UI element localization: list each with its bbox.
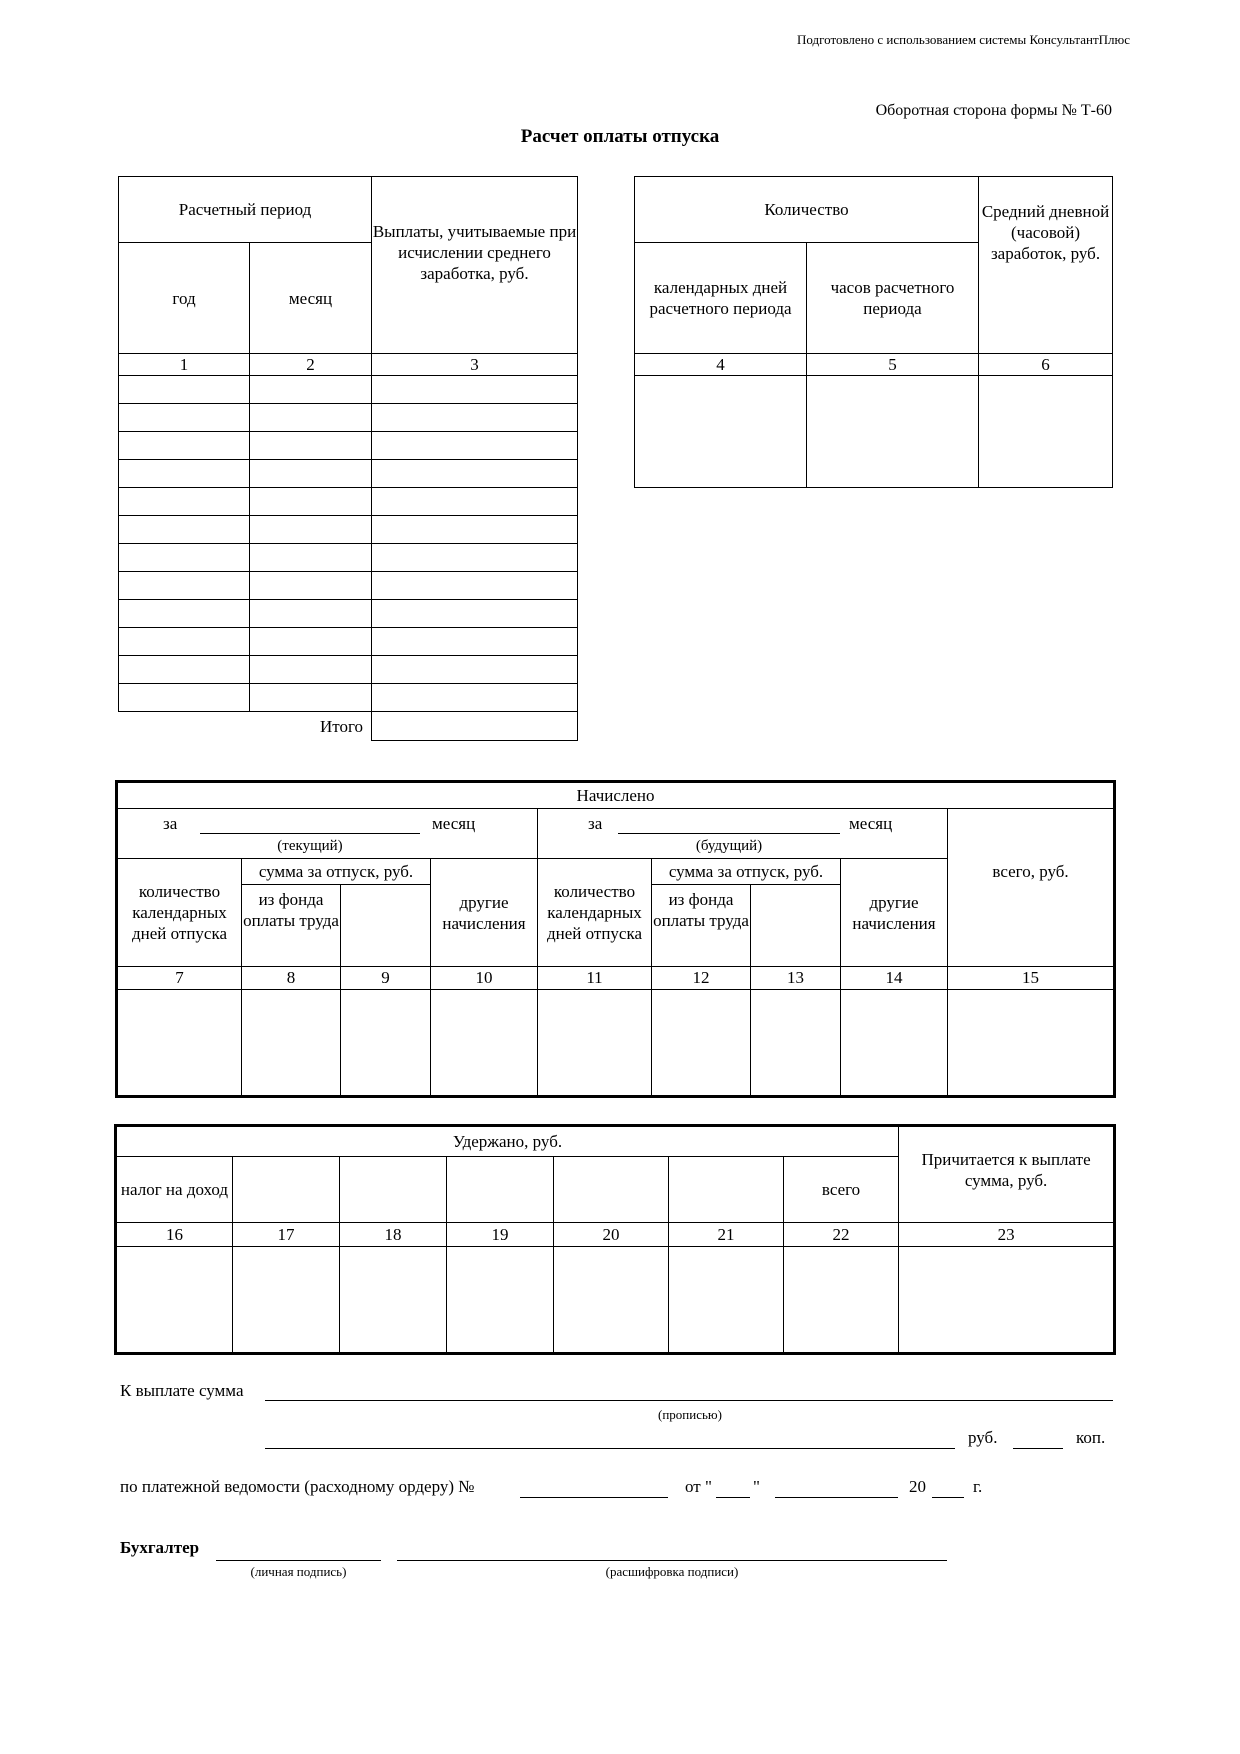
cell[interactable] — [250, 404, 372, 432]
rub-label: руб. — [968, 1428, 998, 1447]
withheld-header: Удержано, руб. — [117, 1127, 899, 1157]
cell[interactable] — [372, 656, 578, 684]
cell[interactable] — [119, 684, 250, 712]
cell[interactable] — [119, 600, 250, 628]
cell[interactable] — [652, 990, 751, 1096]
for-label: за — [163, 814, 178, 833]
payout-label: К выплате сумма — [120, 1381, 244, 1400]
col-number: 12 — [652, 967, 751, 990]
cell[interactable] — [447, 1247, 554, 1353]
blank-subheader — [554, 1157, 669, 1223]
cell[interactable] — [250, 628, 372, 656]
cell[interactable] — [119, 544, 250, 572]
table-row — [119, 432, 578, 460]
avg-earnings-header: Средний дневной (часовой) заработок, руб. — [979, 177, 1113, 354]
blank-subheader — [233, 1157, 340, 1223]
next-caption: (будущий) — [695, 838, 763, 854]
other-accruals-header: другие начисления — [841, 859, 948, 967]
cell[interactable] — [250, 600, 372, 628]
cell[interactable] — [979, 376, 1113, 488]
col-number: 22 — [784, 1223, 899, 1247]
cell[interactable] — [119, 572, 250, 600]
cell[interactable] — [635, 376, 807, 488]
withheld-table — [116, 1126, 1114, 1353]
col-number: 13 — [751, 967, 841, 990]
col-number: 8 — [242, 967, 341, 990]
col-number: 20 — [554, 1223, 669, 1247]
form-reference: Оборотная сторона формы № Т-60 — [875, 102, 1112, 119]
cell[interactable] — [372, 684, 578, 712]
statement-label: по платежной ведомости (расходному ордеру) № — [120, 1477, 475, 1496]
cell[interactable] — [242, 990, 341, 1096]
blank-subheader — [340, 1157, 447, 1223]
col-number: 5 — [807, 354, 979, 376]
kop-line[interactable] — [1013, 1448, 1063, 1449]
blank-subheader — [751, 885, 841, 967]
month-header: месяц — [250, 243, 372, 354]
cell[interactable] — [784, 1247, 899, 1353]
cell[interactable] — [372, 600, 578, 628]
from-label: от " — [685, 1477, 712, 1496]
cell[interactable] — [340, 1247, 447, 1353]
col-number: 17 — [233, 1223, 340, 1247]
table-row — [119, 628, 578, 656]
hours-header: часов расчетного периода — [807, 243, 979, 354]
from-fund-header: из фонда оплаты труда — [242, 885, 341, 967]
other-accruals-header: другие начисления — [431, 859, 538, 967]
payout-words-line-2[interactable] — [265, 1448, 955, 1449]
col-number: 2 — [250, 354, 372, 376]
col-number: 1 — [119, 354, 250, 376]
cell[interactable] — [119, 628, 250, 656]
col-number: 10 — [431, 967, 538, 990]
vacation-days-header: количество календарных дней отпуска — [538, 859, 652, 967]
payout-words-line[interactable] — [265, 1400, 1113, 1401]
month-label: месяц — [849, 814, 893, 833]
cell[interactable] — [899, 1247, 1114, 1353]
cell[interactable] — [751, 990, 841, 1096]
table-row — [117, 1247, 1114, 1353]
table-row — [119, 544, 578, 572]
total-cell[interactable] — [372, 712, 578, 741]
table-row — [119, 572, 578, 600]
col-number: 9 — [341, 967, 431, 990]
prepared-note: Подготовлено с использованием системы КонсультантПлюс — [796, 32, 1130, 47]
cell[interactable] — [372, 460, 578, 488]
table-row — [119, 656, 578, 684]
cell[interactable] — [119, 460, 250, 488]
cell[interactable] — [372, 488, 578, 516]
statement-number-line[interactable] — [520, 1497, 668, 1498]
cell[interactable] — [119, 656, 250, 684]
table-row — [119, 460, 578, 488]
withheld-total-header: всего — [784, 1157, 899, 1223]
accrued-table — [117, 782, 1114, 1096]
cell[interactable] — [250, 516, 372, 544]
month-label: месяц — [432, 814, 476, 833]
current-caption: (текущий) — [277, 838, 343, 854]
table-row — [119, 516, 578, 544]
cell[interactable] — [372, 544, 578, 572]
cell[interactable] — [119, 404, 250, 432]
current-month-cell — [118, 809, 538, 859]
income-tax-header: налог на доход — [117, 1157, 233, 1223]
cell[interactable] — [372, 572, 578, 600]
year-header: год — [119, 243, 250, 354]
table-row — [119, 404, 578, 432]
cell[interactable] — [372, 376, 578, 404]
col-number: 16 — [117, 1223, 233, 1247]
col-number: 18 — [340, 1223, 447, 1247]
cell[interactable] — [372, 404, 578, 432]
blank-subheader — [341, 885, 431, 967]
cell[interactable] — [118, 990, 242, 1096]
col-number: 7 — [118, 967, 242, 990]
cell[interactable] — [948, 990, 1114, 1096]
cell[interactable] — [372, 516, 578, 544]
accrued-header: Начислено — [118, 783, 1114, 809]
blank-subheader — [447, 1157, 554, 1223]
table-row — [635, 376, 1113, 488]
decoding-line[interactable] — [397, 1560, 947, 1561]
cell[interactable] — [250, 376, 372, 404]
calendar-days-header: календарных дней расчетного периода — [635, 243, 807, 354]
quote-close: " — [753, 1477, 760, 1496]
table-row — [118, 990, 1114, 1096]
vacation-sum-header: сумма за отпуск, руб. — [652, 859, 841, 885]
cell[interactable] — [250, 572, 372, 600]
col-number: 4 — [635, 354, 807, 376]
col-number: 21 — [669, 1223, 784, 1247]
vacation-sum-header: сумма за отпуск, руб. — [242, 859, 431, 885]
period-group-header: Расчетный период — [119, 177, 372, 243]
col-number: 19 — [447, 1223, 554, 1247]
next-month-cell — [538, 809, 948, 859]
cell[interactable] — [119, 432, 250, 460]
year-suffix: г. — [973, 1477, 983, 1496]
signature-caption: (личная подпись) — [250, 1564, 347, 1579]
cell[interactable] — [372, 628, 578, 656]
month-line[interactable] — [775, 1497, 898, 1498]
col-number: 23 — [899, 1223, 1114, 1247]
period-table — [118, 176, 578, 741]
payments-header: Выплаты, учитываемые при исчислении среднего заработка, руб. — [372, 177, 578, 354]
total-label: Итого — [319, 716, 363, 736]
from-fund-header: из фонда оплаты труда — [652, 885, 751, 967]
cell[interactable] — [119, 516, 250, 544]
cell[interactable] — [117, 1247, 233, 1353]
cell[interactable] — [431, 990, 538, 1096]
total-header: всего, руб. — [948, 809, 1114, 967]
cell[interactable] — [250, 488, 372, 516]
cell[interactable] — [807, 376, 979, 488]
vacation-days-header: количество календарных дней отпуска — [118, 859, 242, 967]
cell[interactable] — [250, 656, 372, 684]
cell[interactable] — [250, 460, 372, 488]
in-words-caption: (прописью) — [658, 1407, 722, 1422]
col-number: 15 — [948, 967, 1114, 990]
cell[interactable] — [554, 1247, 669, 1353]
decoding-caption: (расшифровка подписи) — [605, 1564, 739, 1579]
table-row — [119, 376, 578, 404]
cell[interactable] — [233, 1247, 340, 1353]
cell[interactable] — [841, 990, 948, 1096]
cell[interactable] — [669, 1247, 784, 1353]
cell[interactable] — [372, 432, 578, 460]
cell[interactable] — [250, 544, 372, 572]
accountant-label: Бухгалтер — [120, 1538, 200, 1557]
quantity-table — [634, 176, 1113, 488]
col-number: 11 — [538, 967, 652, 990]
page-title: Расчет оплаты отпуска — [520, 126, 720, 147]
cell[interactable] — [250, 432, 372, 460]
day-line[interactable] — [716, 1497, 750, 1498]
col-number: 14 — [841, 967, 948, 990]
table-row — [119, 684, 578, 712]
signature-line[interactable] — [216, 1560, 381, 1561]
col-number: 3 — [372, 354, 578, 376]
year-line[interactable] — [932, 1497, 964, 1498]
table-row — [119, 600, 578, 628]
table-row — [119, 488, 578, 516]
col-number: 6 — [979, 354, 1113, 376]
cell[interactable] — [119, 488, 250, 516]
current-month-line[interactable] — [200, 833, 420, 834]
blank-subheader — [669, 1157, 784, 1223]
for-label: за — [588, 814, 603, 833]
year-prefix: 20 — [909, 1477, 926, 1496]
cell[interactable] — [341, 990, 431, 1096]
kop-label: коп. — [1076, 1428, 1106, 1447]
quantity-group-header: Количество — [635, 177, 979, 243]
cell[interactable] — [538, 990, 652, 1096]
next-month-line[interactable] — [618, 833, 840, 834]
cell[interactable] — [250, 684, 372, 712]
due-amount-header: Причитается к выплате сумма, руб. — [899, 1127, 1114, 1223]
cell[interactable] — [119, 376, 250, 404]
